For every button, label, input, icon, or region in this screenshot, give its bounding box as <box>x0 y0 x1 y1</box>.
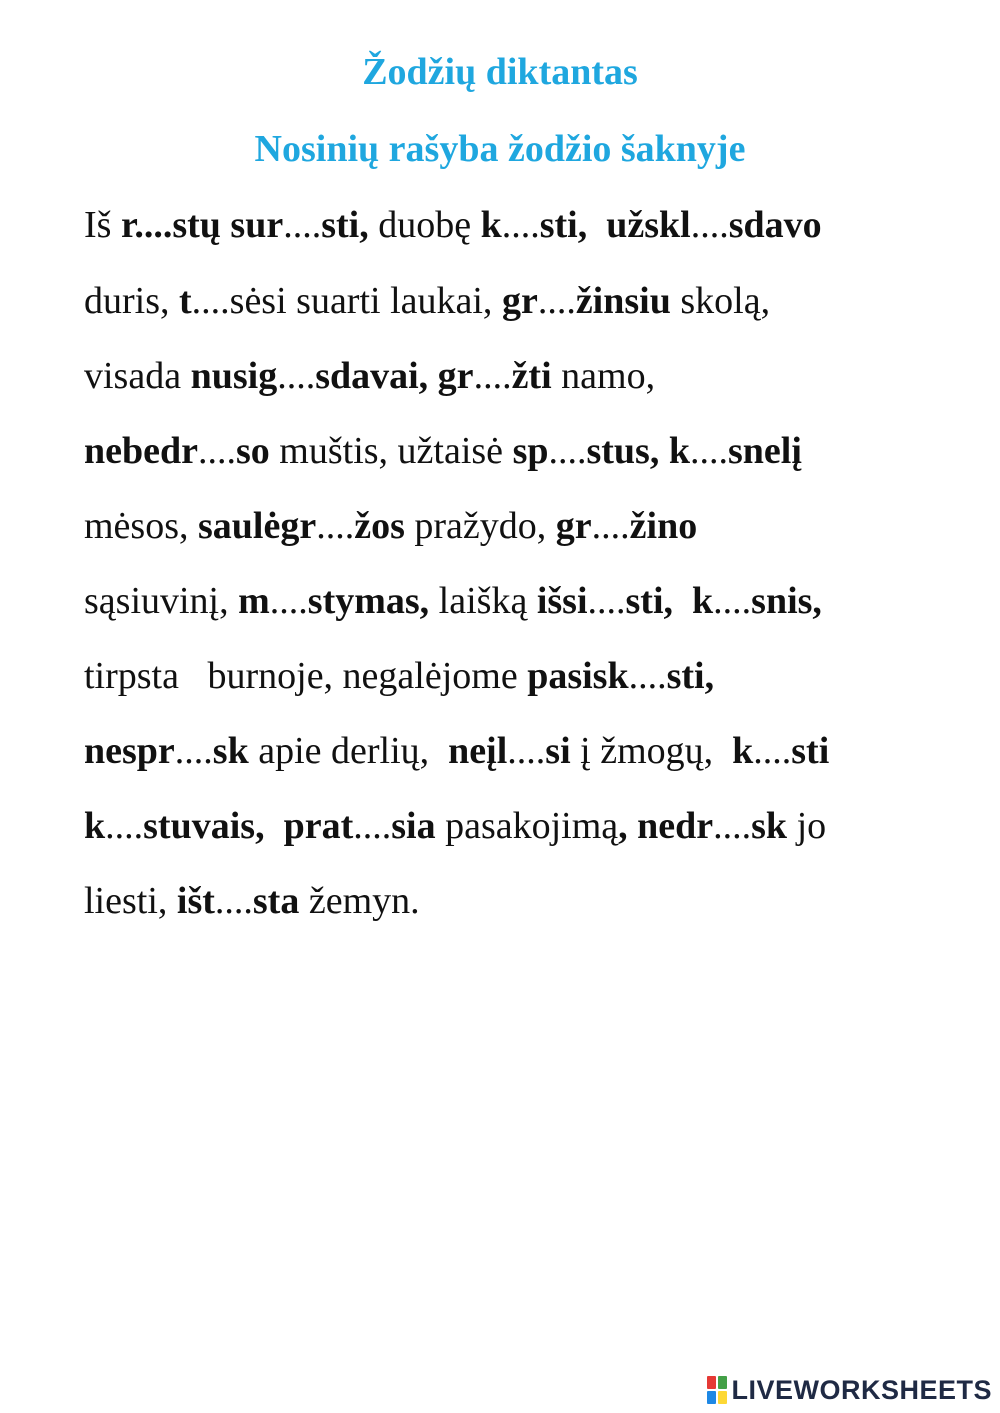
word-fragment-bold: neįl <box>448 730 508 772</box>
text-fragment: .... <box>277 355 316 397</box>
text-fragment: muštis, užtaisė <box>269 430 513 472</box>
page-title: Žodžių diktantas <box>362 51 638 93</box>
text-fragment: .... <box>198 430 236 472</box>
brand-name: LIVEWORKSHEETS <box>731 1374 992 1405</box>
text-line <box>84 651 714 701</box>
word-fragment-bold: gr <box>555 505 592 547</box>
word-fragment-bold: sdavai, gr <box>315 355 474 397</box>
text-fragment: .... <box>713 580 752 622</box>
text-fragment: .... <box>753 730 792 772</box>
text-fragment: .... <box>587 580 626 622</box>
text-fragment: duris, <box>84 280 179 322</box>
word-fragment-bold: žinsiu <box>575 280 671 322</box>
word-fragment-bold: sdavo <box>728 204 822 246</box>
text-fragment: .... <box>713 805 752 847</box>
text-line <box>84 351 655 401</box>
word-fragment-bold: užskl <box>606 204 691 246</box>
text-fragment: skolą, <box>670 280 771 322</box>
word-fragment-bold: nebedr <box>84 430 198 472</box>
text-fragment: žemyn. <box>299 880 420 922</box>
text-fragment: apie derlių, <box>248 730 449 772</box>
text-fragment: .... <box>689 430 728 472</box>
word-fragment-bold: nusig <box>190 355 278 397</box>
word-fragment-bold: snelį <box>727 430 802 472</box>
word-fragment-bold: sia <box>391 805 436 847</box>
word-fragment-bold: stymas, <box>307 580 430 622</box>
text-fragment: pasakojimą <box>435 805 619 847</box>
word-fragment-bold: k <box>480 204 502 246</box>
word-fragment-bold: snis, <box>751 580 822 622</box>
text-fragment: į žmogų, <box>570 730 733 772</box>
word-fragment-bold: žos <box>354 505 405 547</box>
word-fragment-bold: si <box>545 730 571 772</box>
word-fragment-bold: sk <box>751 805 788 847</box>
text-line <box>84 876 420 926</box>
word-fragment-bold: , nedr <box>618 805 714 847</box>
word-fragment-bold: stus, k <box>586 430 690 472</box>
word-fragment-bold: k <box>84 805 106 847</box>
text-fragment: pražydo, <box>404 505 556 547</box>
text-fragment: .... <box>507 730 546 772</box>
word-fragment-bold: sti, <box>666 655 715 697</box>
text-fragment: .... <box>690 204 729 246</box>
text-fragment: .... <box>548 430 587 472</box>
word-fragment-bold: stuvais, prat <box>143 805 354 847</box>
text-fragment: .... <box>214 880 253 922</box>
word-fragment-bold: sp <box>512 430 549 472</box>
word-fragment-bold: so <box>236 430 270 472</box>
word-fragment-bold: išsi <box>536 580 588 622</box>
text-fragment: tirpsta burnoje, negalėjome <box>84 655 528 697</box>
liveworksheets-logo-icon <box>707 1376 727 1404</box>
text-fragment: visada <box>84 355 191 397</box>
word-fragment-bold: t <box>179 280 192 322</box>
text-fragment: .... <box>501 204 540 246</box>
text-fragment: .... <box>591 505 630 547</box>
text-fragment <box>587 204 606 246</box>
text-fragment: mėsos, <box>84 505 198 547</box>
word-fragment-bold: m <box>238 580 270 622</box>
word-fragment-bold: sti <box>791 730 830 772</box>
text-line <box>84 501 697 551</box>
word-fragment-bold: r....stų sur <box>120 204 284 246</box>
text-line <box>84 426 802 476</box>
word-fragment-bold: sk <box>212 730 249 772</box>
text-fragment: namo, <box>551 355 656 397</box>
text-fragment: .... <box>316 505 355 547</box>
text-fragment: .... <box>353 805 392 847</box>
text-line <box>84 276 770 326</box>
text-fragment <box>673 580 692 622</box>
text-fragment: duobę <box>368 204 481 246</box>
word-fragment-bold: k <box>732 730 754 772</box>
text-fragment: jo <box>787 805 827 847</box>
text-fragment: liesti, <box>84 880 177 922</box>
word-fragment-bold: žino <box>629 505 698 547</box>
liveworksheets-logo[interactable] <box>707 1373 992 1407</box>
text-fragment: .... <box>105 805 144 847</box>
text-fragment: .... <box>628 655 667 697</box>
word-fragment-bold: sti, <box>539 204 588 246</box>
word-fragment-bold: žti <box>511 355 552 397</box>
text-line <box>84 200 822 250</box>
word-fragment-bold: gr <box>501 280 538 322</box>
word-fragment-bold: k <box>692 580 714 622</box>
word-fragment-bold: išt <box>176 880 215 922</box>
text-fragment: .... <box>473 355 512 397</box>
text-fragment: Iš <box>84 204 121 246</box>
word-fragment-bold: nespr <box>84 730 175 772</box>
text-line <box>84 801 826 851</box>
word-fragment-bold: pasisk <box>527 655 629 697</box>
text-fragment: laišką <box>429 580 537 622</box>
page-subtitle: Nosinių rašyba žodžio šaknyje <box>254 128 746 170</box>
text-fragment: ....sėsi suarti laukai, <box>191 280 502 322</box>
word-fragment-bold: sta <box>252 880 300 922</box>
text-fragment: .... <box>174 730 213 772</box>
text-fragment: .... <box>269 580 308 622</box>
text-line <box>84 726 829 776</box>
text-line <box>84 576 822 626</box>
text-fragment: sąsiuvinį, <box>84 580 239 622</box>
word-fragment-bold: saulėgr <box>198 505 317 547</box>
word-fragment-bold: sti, <box>321 204 369 246</box>
word-fragment-bold: sti, <box>625 580 674 622</box>
text-fragment: .... <box>537 280 576 322</box>
text-fragment: .... <box>283 204 322 246</box>
